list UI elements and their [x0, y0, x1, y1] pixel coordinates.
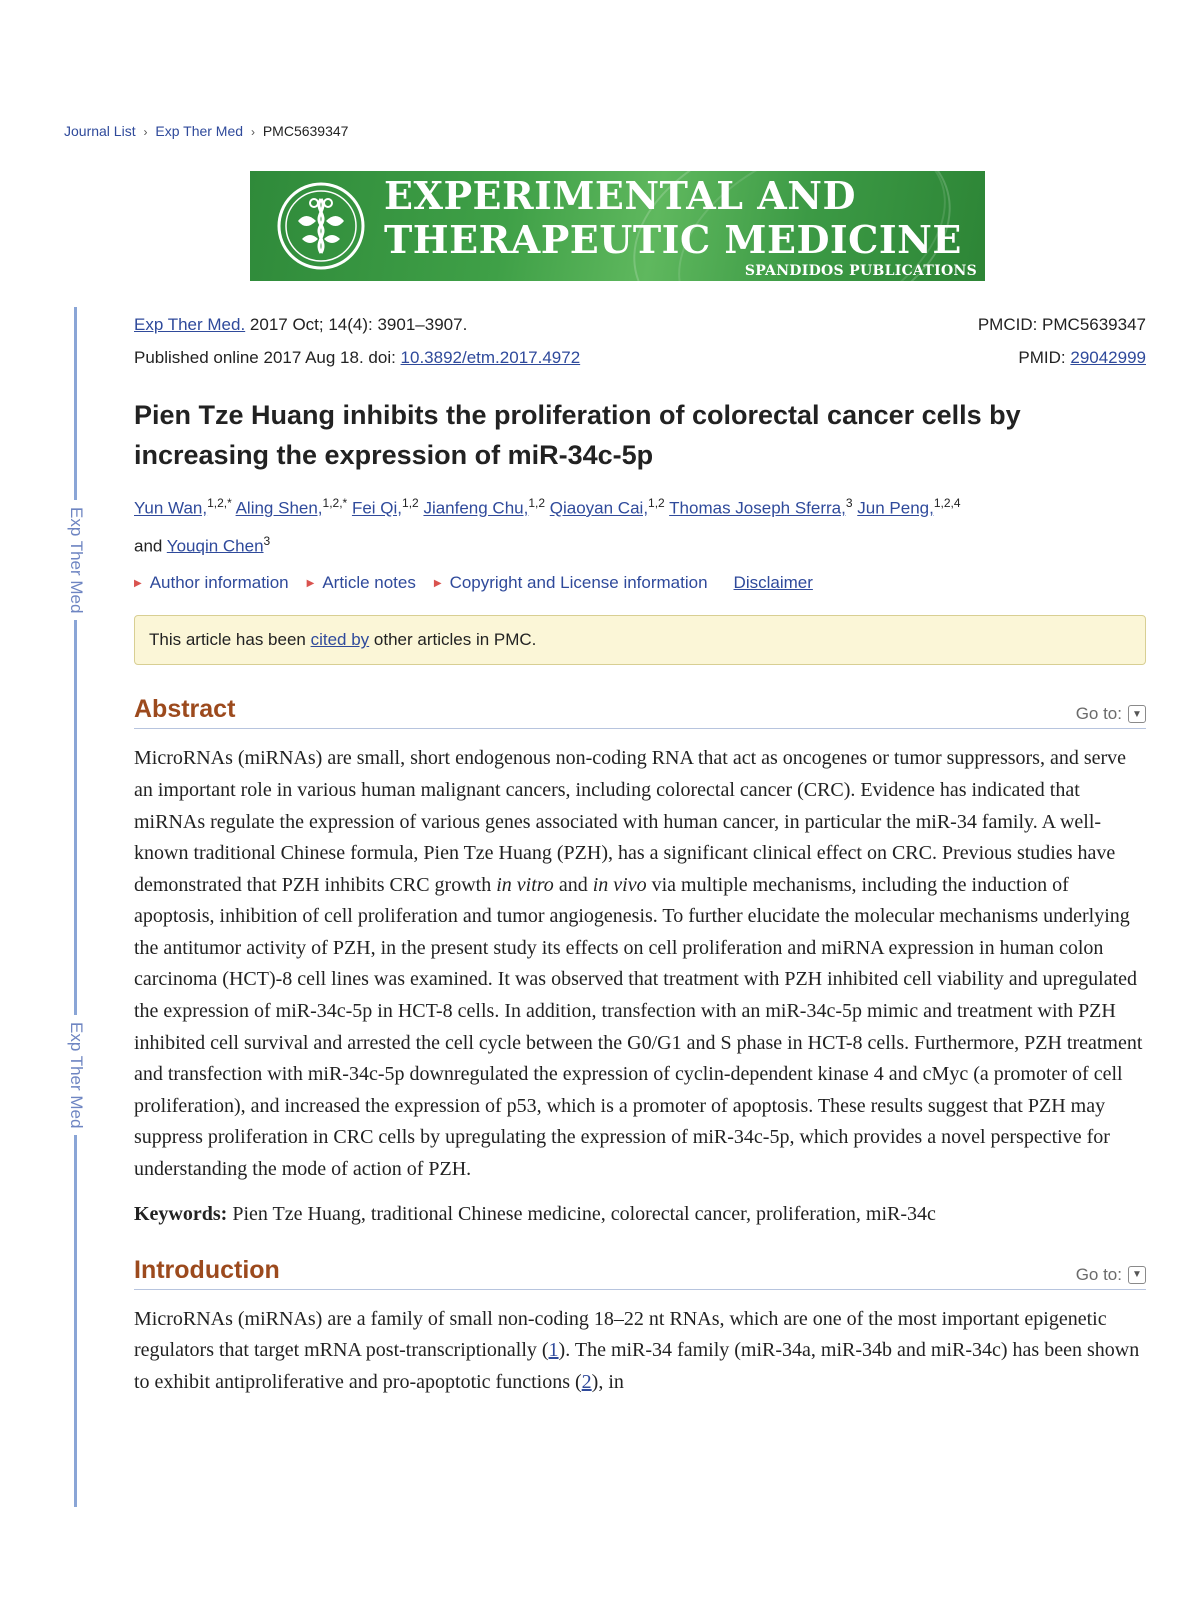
- author-affiliation: 1,2: [648, 496, 665, 510]
- pmid-link[interactable]: 29042999: [1070, 348, 1146, 367]
- citation-line2: [134, 341, 580, 374]
- article-content: [134, 308, 1146, 1398]
- goto-label: Go to:: [1075, 704, 1122, 724]
- chevron-down-icon: ▼: [1128, 705, 1146, 723]
- goto-label: Go to:: [1075, 1264, 1122, 1284]
- author-link[interactable]: Yun Wan,: [134, 498, 208, 518]
- pmid-label: PMID:: [1018, 348, 1071, 367]
- abstract-in-vitro: in vitro: [496, 873, 554, 896]
- article-meta-links: [134, 573, 1146, 593]
- introduction-text: [134, 1304, 1146, 1399]
- citation-details: 2017 Oct; 14(4): 3901–3907.: [245, 315, 468, 334]
- triangle-right-icon: ▶: [433, 577, 442, 589]
- citation-line1: [134, 308, 580, 341]
- triangle-right-icon: ▶: [134, 577, 142, 589]
- article-notes-label: Article notes: [322, 573, 416, 593]
- author-link[interactable]: Qiaoyan Cai,: [549, 498, 649, 518]
- author-affiliation: 1,2: [528, 496, 546, 510]
- journal-side-bar: [74, 307, 77, 1507]
- abstract-part1: MicroRNAs (miRNAs) are small, short endogenous non-coding RNA that act as oncogenes or tumor suppressors, and serve an important role in various human malignant cancers, including colorectal cancer (CRC). Evidence has indicated that miRNAs regulate the expression of various genes associated with human cancer, in particular the miR-34 family. A well-known traditional Chinese formula, Pien Tze Huang (PZH), has a significant clinical effect on CRC. Previous studies have demonstrated that PZH inhibits CRC growth: [134, 747, 1127, 896]
- author-information-label: Author information: [149, 573, 289, 593]
- breadcrumb-current: PMC5639347: [262, 123, 349, 139]
- breadcrumb-separator: ›: [250, 125, 255, 139]
- abstract-in-vivo: in vivo: [592, 873, 647, 896]
- article-title: Pien Tze Huang inhibits the proliferation of colorectal cancer cells by increasing the expression of miR-34c-5p: [134, 400, 1021, 470]
- citation-right: [978, 308, 1146, 374]
- introduction-heading: Introduction: [134, 1255, 280, 1284]
- triangle-right-icon: ▶: [306, 577, 315, 589]
- published-label: Published online 2017 Aug 18. doi:: [134, 348, 401, 367]
- author-link[interactable]: Youqin Chen: [166, 536, 264, 556]
- breadcrumb-exp-ther-med[interactable]: Exp Ther Med: [155, 123, 244, 139]
- author-link[interactable]: Aling Shen,: [235, 498, 323, 518]
- author-affiliation: 1,2: [402, 496, 419, 510]
- abstract-text: [134, 743, 1146, 1185]
- author-link[interactable]: Jun Peng,: [857, 498, 934, 518]
- keywords-label: Keywords:: [134, 1202, 228, 1225]
- reference-link-2[interactable]: 2: [581, 1370, 592, 1393]
- journal-link[interactable]: Exp Ther Med.: [134, 315, 246, 334]
- keywords-text: Pien Tze Huang, traditional Chinese medicine, colorectal cancer, proliferation, miR-34c: [227, 1202, 936, 1225]
- notice-text-after: other articles in PMC.: [369, 630, 537, 650]
- author-affiliation: 3: [845, 496, 853, 510]
- journal-logo-icon: [276, 181, 366, 271]
- abstract-header: [134, 695, 1146, 729]
- side-journal-label[interactable]: Exp Ther Med: [63, 1015, 89, 1135]
- banner-title-line1: EXPERIMENTAL AND: [384, 173, 856, 218]
- breadcrumb: [64, 123, 348, 139]
- reference-link-1[interactable]: 1: [548, 1339, 559, 1362]
- intro-part1: MicroRNAs (miRNAs) are a family of small non-coding 18–22 nt RNAs, which are one of the most important epigenetic regulators that target mRNA post-transcriptionally (: [134, 1307, 1107, 1362]
- author-and: and: [134, 536, 163, 556]
- chevron-down-icon: ▼: [1128, 1266, 1146, 1284]
- intro-part3: ), in: [591, 1370, 624, 1393]
- disclaimer-link[interactable]: Disclaimer: [733, 573, 813, 593]
- journal-banner[interactable]: [250, 171, 985, 281]
- breadcrumb-journal-list[interactable]: Journal List: [64, 123, 136, 139]
- notice-text-before: This article has been: [149, 630, 311, 650]
- doi-link[interactable]: 10.3892/etm.2017.4972: [400, 348, 581, 367]
- author-link[interactable]: Thomas Joseph Sferra,: [669, 498, 846, 518]
- pmid-line: [978, 341, 1146, 374]
- abstract-heading: Abstract: [134, 695, 236, 724]
- author-affiliation: 1,2,*: [207, 496, 232, 510]
- pmcid: PMCID: PMC5639347: [977, 315, 1146, 334]
- author-affiliation: 3: [263, 533, 271, 548]
- side-journal-label[interactable]: Exp Ther Med: [63, 500, 89, 620]
- keywords: [134, 1203, 1146, 1226]
- abstract-part2: via multiple mechanisms, including the induction of apoptosis, inhibition of cell proliferation and tumor angiogenesis. To further elucidate the molecular mechanisms underlying the antitumor activity of PZH, in the present study its effects on cell proliferation and miRNA expression in human colon carcinoma (HCT)-8 cell lines was examined. It was observed that treatment with PZH inhibited cell viability and upregulated the expression of miR-34c-5p in HCT-8 cells. In addition, transfection with an miR-34c-5p mimic and treatment with PZH inhibited cell survival and arrested the cell cycle between the G0/G1 and S phase in HCT-8 cells. Furthermore, PZH treatment and transfection with miR-34c-5p downregulated the expression of cyclin-dependent kinase 4 and cMyc (a promoter of cell proliferation), and increased the expression of p53, which is a promoter of apoptosis. These results suggest that PZH may suppress proliferation in CRC cells by upregulating the expression of miR-34c-5p, which provides a novel perspective for understanding the mode of action of PZH.: [134, 873, 1143, 1181]
- citation-block: [134, 308, 1146, 374]
- breadcrumb-separator: ›: [143, 125, 148, 139]
- banner-publisher: SPANDIDOS PUBLICATIONS: [744, 263, 977, 279]
- article-notes-toggle[interactable]: [307, 573, 416, 593]
- copyright-toggle[interactable]: [434, 573, 708, 593]
- cited-by-link[interactable]: cited by: [310, 630, 370, 650]
- author-list: [134, 487, 1146, 562]
- introduction-goto-button[interactable]: [1076, 1265, 1146, 1285]
- author-information-toggle[interactable]: [134, 573, 289, 593]
- author-link[interactable]: Jianfeng Chu,: [423, 498, 529, 518]
- citation-left: [134, 308, 580, 374]
- author-affiliation: 1,2,*: [322, 496, 348, 510]
- cited-by-notice: [134, 615, 1146, 665]
- copyright-label: Copyright and License information: [449, 573, 708, 593]
- author-affiliation: 1,2,4: [933, 496, 961, 510]
- author-link[interactable]: Fei Qi,: [351, 498, 403, 518]
- abstract-goto-button[interactable]: [1076, 704, 1146, 724]
- abstract-and: and: [553, 873, 593, 896]
- introduction-header: [134, 1256, 1146, 1290]
- banner-title-line2: THERAPEUTIC MEDICINE: [384, 217, 962, 262]
- intro-part2: ). The miR-34 family (miR-34a, miR-34b and miR-34c) has been shown to exhibit antiproliferative and pro-apoptotic functions (: [134, 1339, 1140, 1393]
